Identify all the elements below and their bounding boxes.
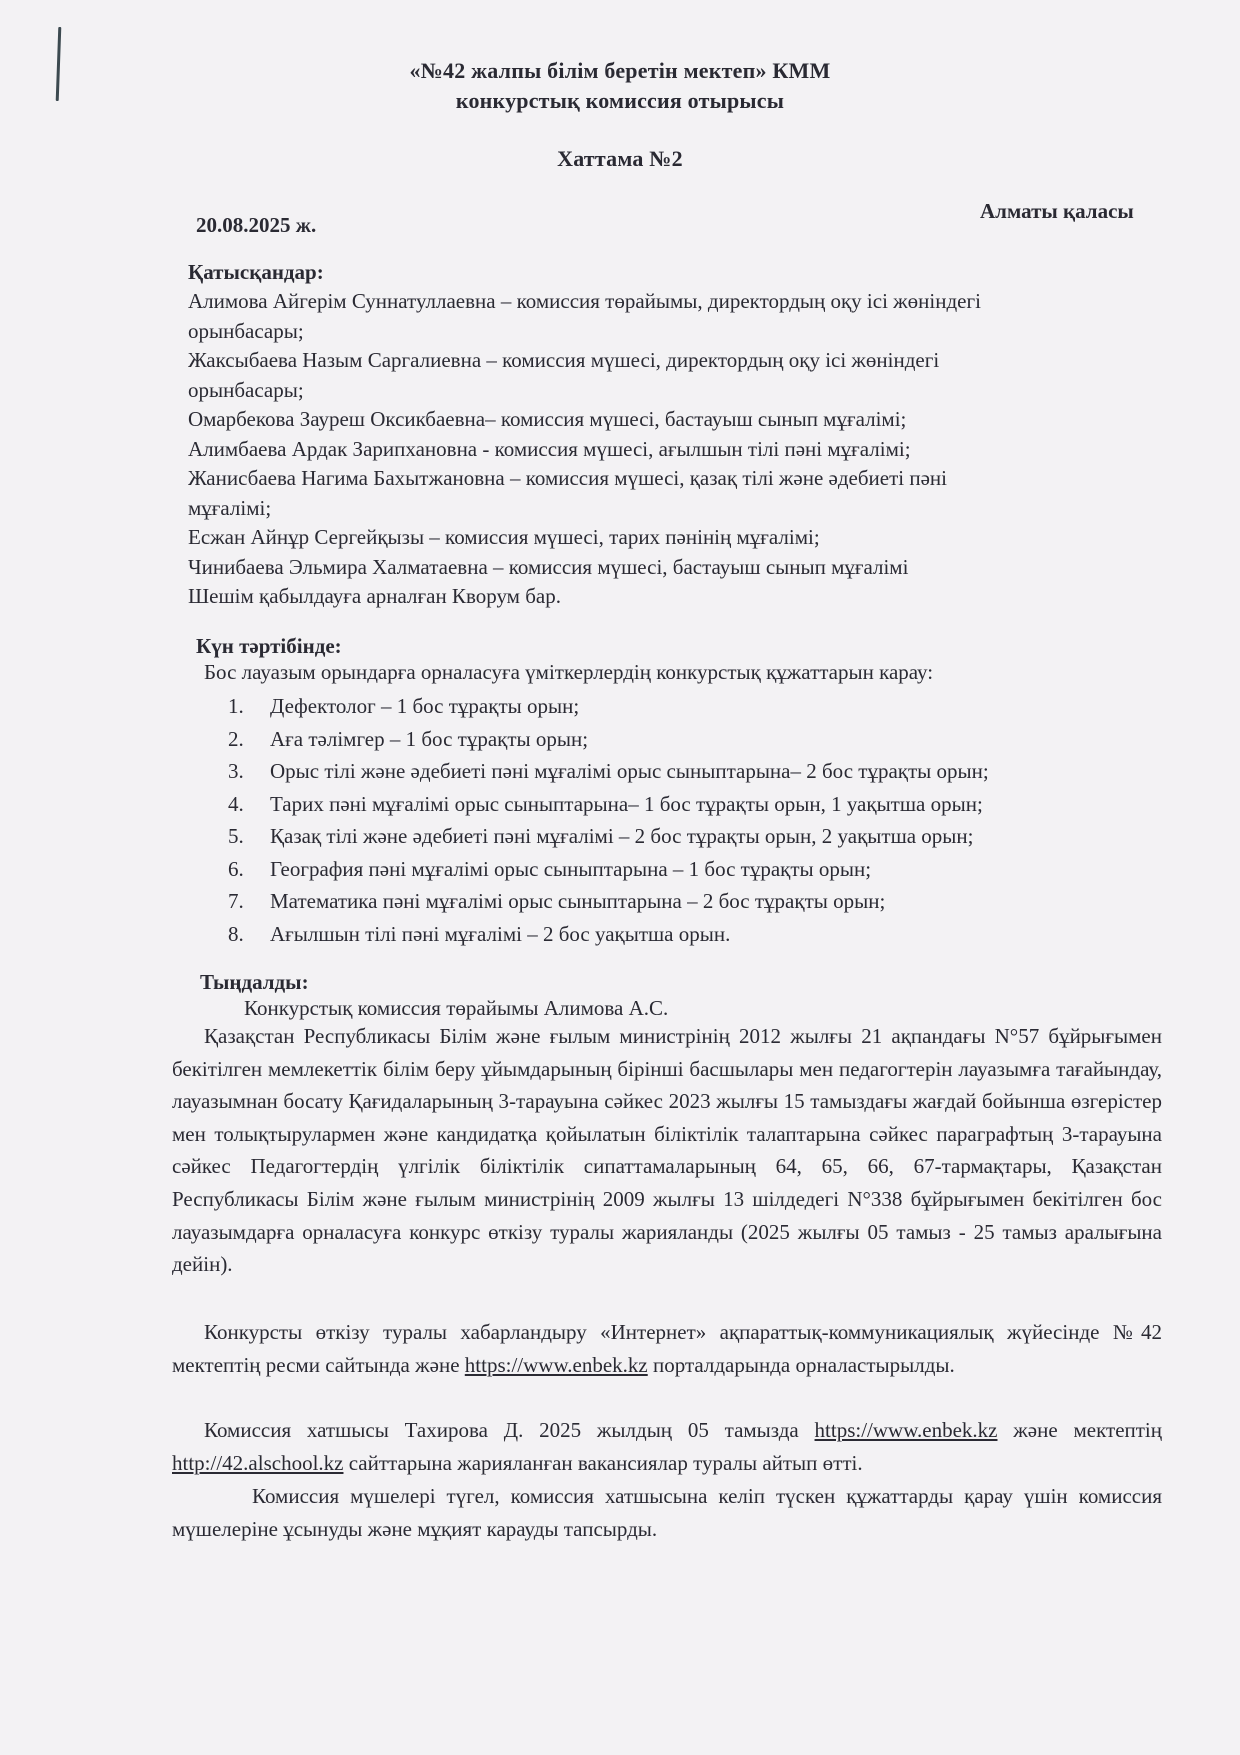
agenda-item: 4. Тарих пәні мұғалімі орыс сыныптарына– 1 бос тұрақты орын, 1 уақытша орын; — [228, 791, 983, 816]
speaker-line: Конкурстық комиссия төрайымы Алимова А.С. — [244, 996, 669, 1020]
attendee-line: Алимова Айгерім Суннатуллаевна – комиссия төрайымы, директордың оқу ісі жөніндегі — [188, 289, 981, 313]
heard-paragraph-2: Конкурсты өткізу туралы хабарландыру «Интернет» ақпараттық-коммуникациялық жүйесінде №42 мектептің ресми сайтында және https://www.enbek.kz порталдарында орналастырылды. — [172, 1320, 1162, 1377]
enbek-link[interactable]: https://www.enbek.kz — [814, 1418, 998, 1442]
attendee-line: Омарбекова Зауреш Оксикбаевна– комиссия мүшесі, бастауыш сынып мұғалімі; — [188, 407, 907, 431]
attendees-list — [188, 287, 1148, 612]
quorum-line: Шешім қабылдауға арналған Кворум бар. — [188, 584, 561, 608]
agenda-item: 3. Орыс тілі және әдебиеті пәні мұғалімі орыс сыныптарына– 2 бос тұрақты орын; — [228, 759, 989, 783]
agenda-item: 2. Аға тәлімгер – 1 бос тұрақты орын; — [228, 726, 589, 751]
agenda-item: 7. Математика пәні мұғалімі орыс сыныптарына – 2 бос тұрақты орын; — [228, 889, 886, 913]
attendee-line: мұғалімі; — [188, 495, 272, 520]
heard-paragraph-1: Қазақстан Республикасы Білім және ғылым министрінің 2012 жылғы 21 ақпандағы N°57 бұйрығымен бекітілген мемлекеттік білім беру ұйымдарының бірінші басшылары мен педагогтерін лауазымға тағайындау, лауазымнан босату Қағидаларының 3-тарауына сәйкес 2023 жылғы 15 тамыздағы жағдай бойынша өзгерістер мен толықтырулармен және кандидатқа қойылатын біліктілік талаптарына сәйкес параграфтың 3-тарауына сәйкес Педагогтердің үлгілік біліктілік сипаттамаларының 64, 65, 66, 67-тармақтары, Қазақстан Республикасы Білім және ғылым министрінің 2009 жылғы 13 шілдедегі N°338 бұйрығымен бекітілген бос лауазымдарға орналасуға конкурс өткізу туралы жарияланды (2025 жылғы 05 тамыз - 25 тамыз аралығына дейін). — [172, 1024, 1162, 1277]
agenda-list — [228, 690, 989, 950]
enbek-link[interactable]: https://www.enbek.kz — [464, 1352, 648, 1377]
attendee-line: Чинибаева Эльмира Халматаевна – комиссия мүшесі, бастауыш сынып мұғалімі — [188, 554, 909, 579]
heard-title: Тыңдалды: — [200, 970, 309, 994]
attendee-line: орынбасары; — [188, 377, 304, 402]
attendees-title: Қатысқандар: — [188, 260, 324, 284]
heard-paragraph-4: Комиссия мүшелері түгел, комиссия хатшысына келіп түскен құжаттарды қарау үшін комиссия мүшелеріне ұсынуды және мұқият карауды тапсырды. — [172, 1484, 1162, 1541]
meeting-city: Алматы қаласы — [980, 199, 1134, 223]
heard-paragraph-3: Комиссия хатшысы Тахирова Д. 2025 жылдың 05 тамызда https://www.enbek.kz және мектептің http://42.alschool.kz сайттарына жарияланған вакансиялар туралы айтып өтті. — [172, 1418, 1163, 1475]
agenda-item: 1. Дефектолог – 1 бос тұрақты орын; — [228, 694, 580, 718]
protocol-number: Хаттама №2 — [557, 146, 683, 171]
attendee-line: Алимбаева Ардак Зарипхановна - комиссия мүшесі, ағылшын тілі пәні мұғалімі; — [188, 436, 911, 461]
agenda-item: 6. География пәні мұғалімі орыс сыныптарына – 1 бос тұрақты орын; — [228, 856, 872, 881]
agenda-intro: Бос лауазым орындарға орналасуға үміткерлердің конкурстық құжаттарын карау: — [204, 660, 934, 684]
school-site-link[interactable]: http://42.alschool.kz — [172, 1450, 344, 1475]
org-title: «№42 жалпы білім беретін мектеп» КММ — [409, 58, 831, 83]
meeting-title: конкурстық комиссия отырысы — [455, 88, 785, 113]
attendee-line: Жанисбаева Нагима Бахытжановна – комиссия мүшесі, қазақ тілі және әдебиеті пәні — [188, 466, 948, 490]
meeting-date: 20.08.2025 ж. — [196, 213, 317, 237]
attendee-line: Жаксыбаева Назым Саргалиевна – комиссия мүшесі, директордың оқу ісі жөніндегі — [188, 348, 940, 372]
agenda-title: Күн тәртібінде: — [196, 634, 342, 658]
agenda-item: 8. Ағылшын тілі пәні мұғалімі – 2 бос уақытша орын. — [228, 921, 731, 946]
agenda-item: 5. Қазақ тілі және әдебиеті пәні мұғалімі – 2 бос тұрақты орын, 2 уақытша орын; — [228, 824, 974, 848]
attendee-line: орынбасары; — [188, 318, 304, 343]
attendee-line: Есжан Айнұр Сергейқызы – комиссия мүшесі, тарих пәнінің мұғалімі; — [188, 525, 820, 549]
